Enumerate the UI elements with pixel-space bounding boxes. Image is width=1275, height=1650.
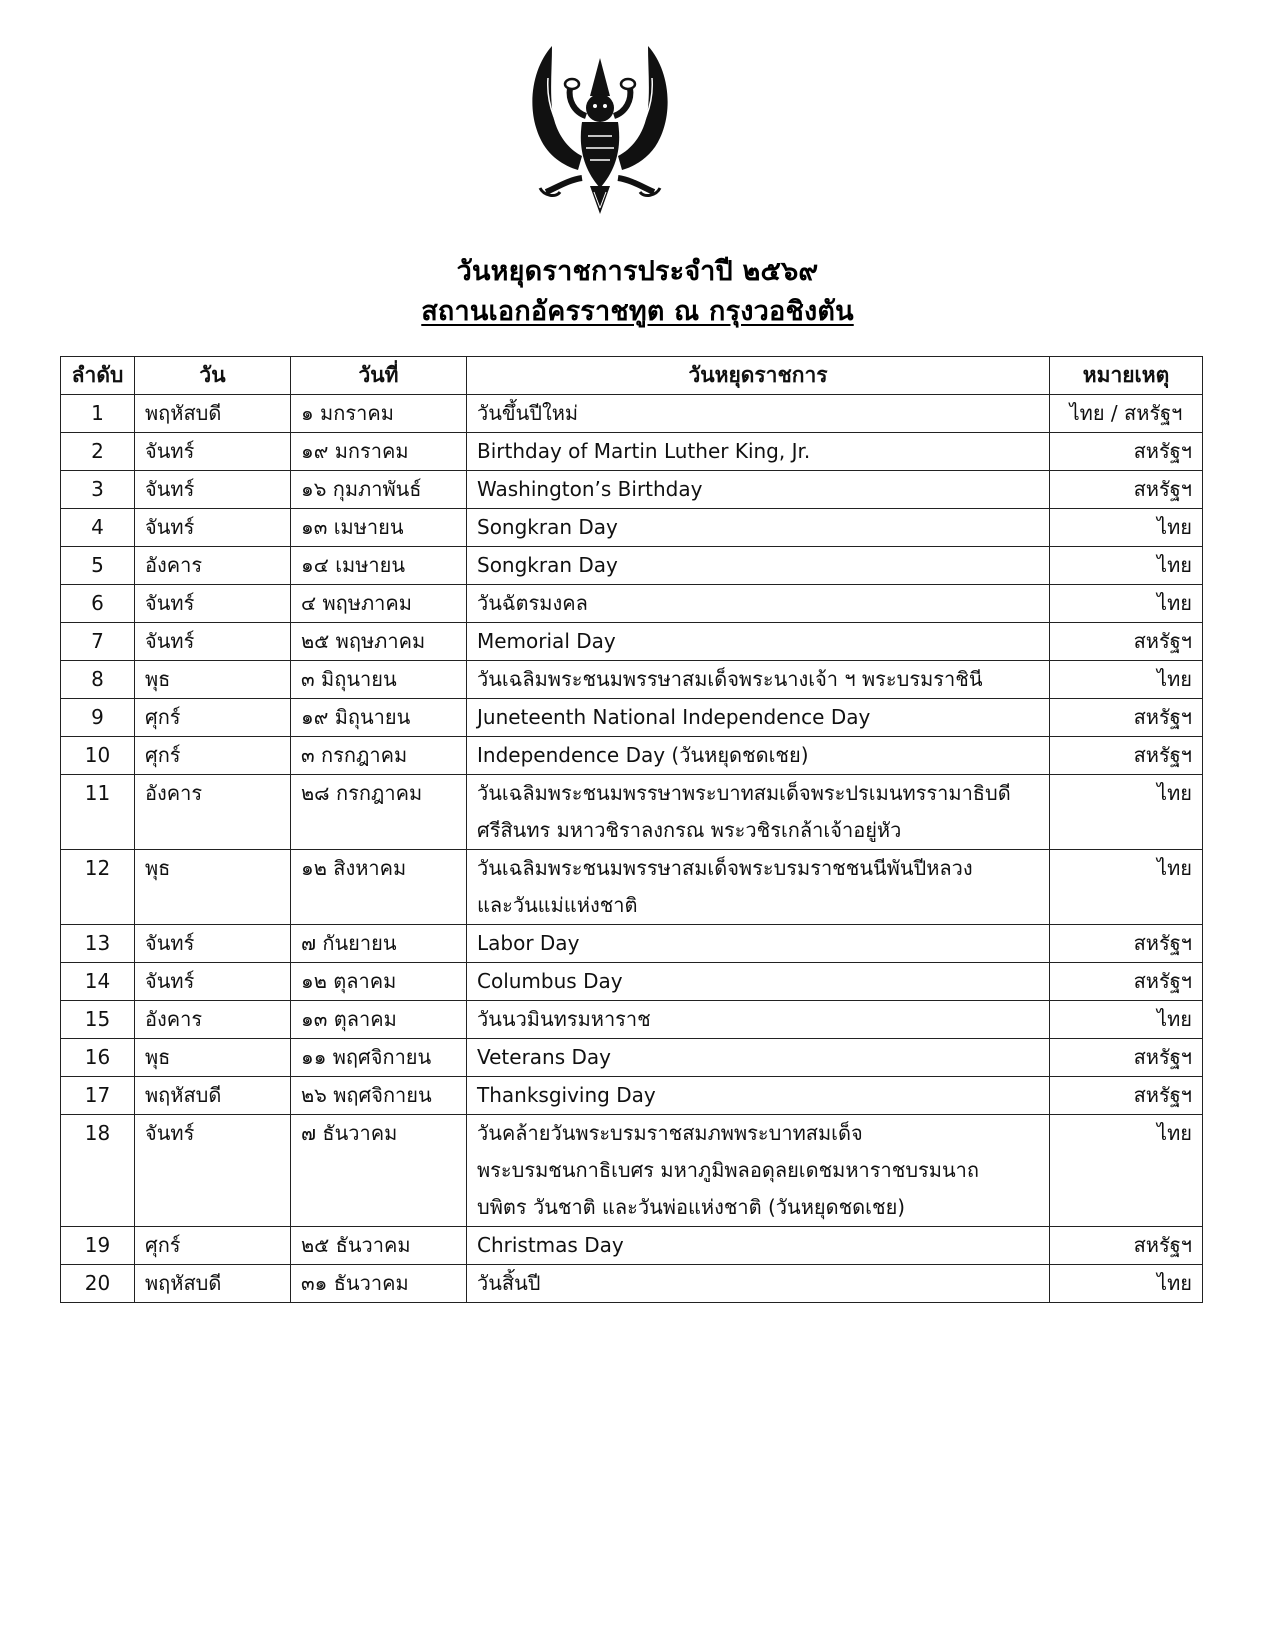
holiday-name-line: วันนวมินทรมหาราช [477, 1007, 651, 1031]
row-number: 19 [61, 1227, 135, 1265]
row-holiday-name [467, 547, 1050, 585]
row-number: 12 [61, 850, 135, 925]
holiday-name-line: Songkran Day [477, 553, 618, 577]
row-day: จันทร์ [135, 963, 291, 1001]
row-day: พุธ [135, 661, 291, 699]
row-note: สหรัฐฯ [1050, 433, 1203, 471]
table-row [61, 661, 1203, 699]
row-number: 16 [61, 1039, 135, 1077]
row-number: 20 [61, 1265, 135, 1303]
row-date: ๒๕ พฤษภาคม [291, 623, 467, 661]
table-row [61, 963, 1203, 1001]
table-row [61, 623, 1203, 661]
row-number: 15 [61, 1001, 135, 1039]
row-day: อังคาร [135, 775, 291, 850]
row-note: สหรัฐฯ [1050, 925, 1203, 963]
row-note: ไทย / สหรัฐฯ [1050, 395, 1203, 433]
row-note: สหรัฐฯ [1050, 1227, 1203, 1265]
row-note: ไทย [1050, 850, 1203, 925]
row-holiday-name [467, 585, 1050, 623]
row-date: ๓๑ ธันวาคม [291, 1265, 467, 1303]
holiday-name-line: Veterans Day [477, 1045, 612, 1069]
row-date: ๑๒ สิงหาคม [291, 850, 467, 925]
row-note: สหรัฐฯ [1050, 699, 1203, 737]
row-holiday-name [467, 1039, 1050, 1077]
row-holiday-name [467, 963, 1050, 1001]
row-number: 3 [61, 471, 135, 509]
row-note: ไทย [1050, 661, 1203, 699]
table-row [61, 1077, 1203, 1115]
row-day: จันทร์ [135, 471, 291, 509]
header-num: ลำดับ [61, 357, 135, 395]
row-day: พฤหัสบดี [135, 1265, 291, 1303]
row-note: สหรัฐฯ [1050, 737, 1203, 775]
row-day: พุธ [135, 1039, 291, 1077]
row-holiday-name [467, 850, 1050, 925]
row-date: ๑๔ เมษายน [291, 547, 467, 585]
row-number: 10 [61, 737, 135, 775]
row-holiday-name [467, 699, 1050, 737]
row-holiday-name [467, 1227, 1050, 1265]
row-day: พฤหัสบดี [135, 395, 291, 433]
document-title: วันหยุดราชการประจำปี ๒๕๖๙ [456, 256, 819, 287]
row-day: จันทร์ [135, 1115, 291, 1227]
row-note: ไทย [1050, 775, 1203, 850]
row-number: 7 [61, 623, 135, 661]
header-note: หมายเหตุ [1050, 357, 1203, 395]
row-note: สหรัฐฯ [1050, 471, 1203, 509]
row-date: ๔ พฤษภาคม [291, 585, 467, 623]
row-day: พุธ [135, 850, 291, 925]
row-date: ๗ กันยายน [291, 925, 467, 963]
table-row [61, 737, 1203, 775]
row-day: จันทร์ [135, 433, 291, 471]
row-holiday-name [467, 433, 1050, 471]
row-number: 5 [61, 547, 135, 585]
row-number: 4 [61, 509, 135, 547]
row-note: ไทย [1050, 509, 1203, 547]
row-note: ไทย [1050, 1115, 1203, 1227]
table-body [61, 395, 1203, 1303]
row-note: สหรัฐฯ [1050, 1039, 1203, 1077]
holiday-name-line: Memorial Day [477, 629, 616, 653]
header-holiday: วันหยุดราชการ [467, 357, 1050, 395]
row-day: อังคาร [135, 1001, 291, 1039]
row-day: จันทร์ [135, 509, 291, 547]
row-holiday-name [467, 1265, 1050, 1303]
holiday-name-line: Labor Day [477, 931, 580, 955]
holiday-name-line: วันเฉลิมพระชนมพรรษาพระบาทสมเด็จพระปรเมนทรรามาธิบดี [477, 781, 1011, 805]
row-holiday-name [467, 471, 1050, 509]
holiday-name-line: Washington’s Birthday [477, 477, 703, 501]
row-date: ๑๙ มกราคม [291, 433, 467, 471]
document-subtitle: สถานเอกอัครราชทูต ณ กรุงวอชิงตัน [421, 296, 854, 327]
row-holiday-name [467, 661, 1050, 699]
table-row [61, 395, 1203, 433]
row-date: ๑๓ ตุลาคม [291, 1001, 467, 1039]
row-day: ศุกร์ [135, 1227, 291, 1265]
header-day: วัน [135, 357, 291, 395]
row-note: สหรัฐฯ [1050, 1077, 1203, 1115]
holiday-name-line: Columbus Day [477, 969, 623, 993]
header-date: วันที่ [291, 357, 467, 395]
table-row [61, 509, 1203, 547]
row-date: ๑๒ ตุลาคม [291, 963, 467, 1001]
table-row [61, 775, 1203, 850]
row-number: 9 [61, 699, 135, 737]
row-holiday-name [467, 737, 1050, 775]
row-holiday-name [467, 1115, 1050, 1227]
row-holiday-name [467, 775, 1050, 850]
holiday-name-line: วันฉัตรมงคล [477, 591, 588, 615]
holiday-name-line: Birthday of Martin Luther King, Jr. [477, 439, 811, 463]
row-number: 11 [61, 775, 135, 850]
holiday-name-line: Independence Day (วันหยุดชดเชย) [477, 743, 809, 767]
row-holiday-name [467, 925, 1050, 963]
table-row [61, 585, 1203, 623]
table-row [61, 1001, 1203, 1039]
row-note: ไทย [1050, 1001, 1203, 1039]
row-note: ไทย [1050, 585, 1203, 623]
row-date: ๑๖ กุมภาพันธ์ [291, 471, 467, 509]
row-number: 18 [61, 1115, 135, 1227]
row-date: ๑๓ เมษายน [291, 509, 467, 547]
row-date: ๑ มกราคม [291, 395, 467, 433]
row-number: 6 [61, 585, 135, 623]
table-header-row [61, 357, 1203, 395]
holiday-name-line: วันสิ้นปี [477, 1271, 541, 1295]
holiday-name-line: บพิตร วันชาติ และวันพ่อแห่งชาติ (วันหยุดชดเชย) [477, 1195, 906, 1219]
row-number: 17 [61, 1077, 135, 1115]
row-number: 8 [61, 661, 135, 699]
table-row [61, 1039, 1203, 1077]
row-holiday-name [467, 1001, 1050, 1039]
row-day: พฤหัสบดี [135, 1077, 291, 1115]
row-date: ๑๙ มิถุนายน [291, 699, 467, 737]
row-number: 1 [61, 395, 135, 433]
holiday-name-line: Thanksgiving Day [477, 1083, 656, 1107]
table-row [61, 925, 1203, 963]
row-day: จันทร์ [135, 623, 291, 661]
holiday-name-line: วันคล้ายวันพระบรมราชสมภพพระบาทสมเด็จ [477, 1121, 863, 1145]
table-row [61, 1227, 1203, 1265]
holiday-name-line: Songkran Day [477, 515, 618, 539]
row-holiday-name [467, 1077, 1050, 1115]
row-date: ๑๑ พฤศจิกายน [291, 1039, 467, 1077]
garuda-emblem-icon [512, 38, 688, 218]
row-date: ๓ มิถุนายน [291, 661, 467, 699]
row-date: ๗ ธันวาคม [291, 1115, 467, 1227]
row-day: อังคาร [135, 547, 291, 585]
row-date: ๓ กรกฎาคม [291, 737, 467, 775]
row-note: ไทย [1050, 1265, 1203, 1303]
holiday-name-line: Christmas Day [477, 1233, 624, 1257]
holiday-table [60, 356, 1203, 1303]
row-day: ศุกร์ [135, 699, 291, 737]
holiday-name-line: ศรีสินทร มหาวชิราลงกรณ พระวชิรเกล้าเจ้าอยู่หัว [477, 818, 902, 842]
holiday-name-line: วันเฉลิมพระชนมพรรษาสมเด็จพระบรมราชชนนีพันปีหลวง [477, 856, 973, 880]
table-row [61, 433, 1203, 471]
table-row [61, 1265, 1203, 1303]
row-day: ศุกร์ [135, 737, 291, 775]
row-note: ไทย [1050, 547, 1203, 585]
row-date: ๒๖ พฤศจิกายน [291, 1077, 467, 1115]
holiday-name-line: Juneteenth National Independence Day [477, 705, 871, 729]
row-number: 14 [61, 963, 135, 1001]
table-row [61, 699, 1203, 737]
table-row [61, 471, 1203, 509]
holiday-name-line: วันเฉลิมพระชนมพรรษาสมเด็จพระนางเจ้า ฯ พระบรมราชินี [477, 667, 983, 691]
row-holiday-name [467, 509, 1050, 547]
document-title-block [0, 252, 1275, 332]
row-number: 2 [61, 433, 135, 471]
row-day: จันทร์ [135, 925, 291, 963]
row-number: 13 [61, 925, 135, 963]
table-row [61, 547, 1203, 585]
holiday-name-line: พระบรมชนกาธิเบศร มหาภูมิพลอดุลยเดชมหาราชบรมนาถ [477, 1158, 979, 1182]
row-note: สหรัฐฯ [1050, 963, 1203, 1001]
row-day: จันทร์ [135, 585, 291, 623]
row-note: สหรัฐฯ [1050, 623, 1203, 661]
table-row [61, 850, 1203, 925]
row-date: ๒๘ กรกฎาคม [291, 775, 467, 850]
row-date: ๒๕ ธันวาคม [291, 1227, 467, 1265]
row-holiday-name [467, 395, 1050, 433]
row-holiday-name [467, 623, 1050, 661]
table-row [61, 1115, 1203, 1227]
holiday-name-line: และวันแม่แห่งชาติ [477, 893, 638, 917]
holiday-name-line: วันขึ้นปีใหม่ [477, 401, 579, 425]
